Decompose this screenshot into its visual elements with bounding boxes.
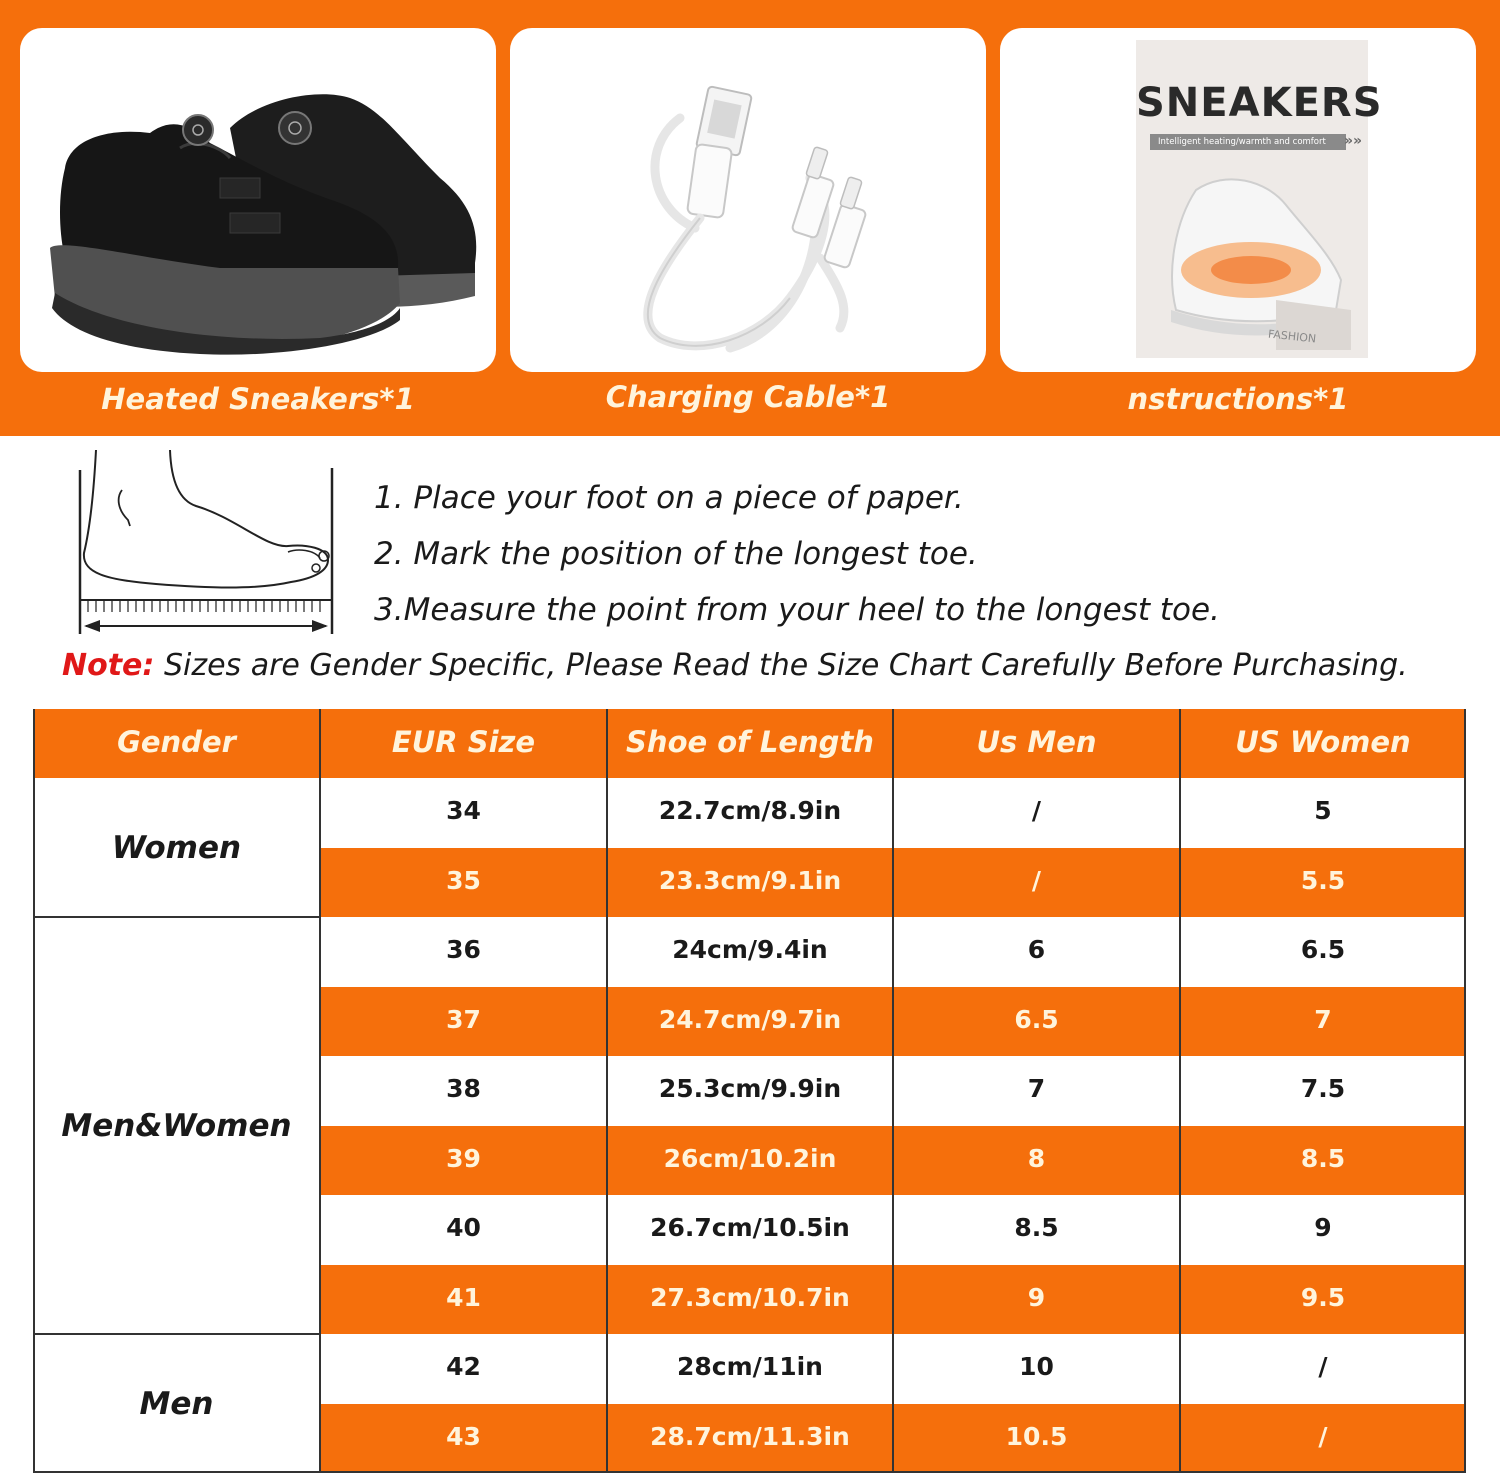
foot-measure-diagram [66, 448, 346, 638]
us-women-cell: / [1318, 1352, 1328, 1381]
group-divider [33, 916, 320, 918]
shoe-length-cell: 22.7cm/8.9in [658, 796, 842, 825]
eur-size-cell: 42 [446, 1352, 481, 1381]
measure-step: 1. Place your foot on a piece of paper. [374, 480, 964, 516]
table-bottom-border [33, 1471, 1466, 1473]
gender-group-cell: Women [111, 829, 242, 866]
shoe-length-cell: 24cm/9.4in [672, 935, 828, 964]
shoe-length-cell: 23.3cm/9.1in [658, 865, 842, 895]
sneaker-caption: Heated Sneakers*1 [101, 382, 415, 416]
us-women-cell: 6.5 [1300, 935, 1346, 964]
header-us-women: US Women [1180, 709, 1466, 778]
measure-steps [374, 476, 1220, 644]
column-divider [33, 709, 35, 1473]
us-men-cell: 10.5 [1005, 1421, 1068, 1451]
us-women-cell: 9 [1314, 1213, 1332, 1242]
eur-size-cell: 36 [446, 935, 481, 964]
note-label: Note: [62, 648, 155, 683]
column-divider [1464, 709, 1466, 1473]
instruction-booklet [1136, 40, 1383, 358]
note-text: Sizes are Gender Specific, Please Read the Size Chart Carefully Before Purchasing. [154, 648, 1408, 683]
shoe-length-cell: 28.7cm/11.3in [650, 1421, 850, 1451]
header-gender: Gender [33, 709, 320, 778]
us-women-cell: 5 [1314, 796, 1332, 825]
us-men-cell: / [1031, 796, 1042, 825]
size-note [62, 648, 1408, 683]
shoe-length-cell: 25.3cm/9.9in [658, 1074, 842, 1103]
header-us-men: Us Men [893, 709, 1180, 778]
eur-size-cell: 40 [446, 1213, 481, 1242]
heated-shoe-illustration [1156, 160, 1356, 350]
instructions-card [1000, 28, 1476, 372]
eur-size-cell: 38 [446, 1074, 481, 1103]
foot-outline-icon [66, 448, 346, 638]
us-women-cell: / [1318, 1421, 1328, 1451]
cable-card [510, 28, 986, 372]
us-men-cell: 6 [1027, 935, 1046, 964]
column-divider [606, 709, 608, 1473]
column-divider [892, 709, 894, 1473]
heated-sneaker-image [20, 28, 496, 372]
us-men-cell: 10 [1019, 1352, 1054, 1381]
us-men-cell: 6.5 [1014, 1004, 1059, 1034]
gender-group-cell: Men&Women [61, 1107, 292, 1144]
booklet-fashion-tag: FASHION [1267, 327, 1317, 346]
eur-size-cell: 39 [446, 1143, 481, 1173]
column-divider [319, 709, 321, 1473]
instructions-caption: nstructions*1 [1127, 382, 1349, 416]
gender-group-cell: Men [139, 1385, 214, 1422]
us-men-cell: / [1031, 865, 1042, 895]
shoe-length-cell: 28cm/11in [677, 1352, 823, 1381]
package-contents-band [0, 0, 1500, 436]
sneaker-card [20, 28, 496, 372]
eur-size-cell: 43 [446, 1421, 481, 1451]
us-men-cell: 7 [1027, 1074, 1046, 1103]
us-women-cell: 5.5 [1300, 865, 1346, 895]
booklet-subtitle: Intelligent heating/warmth and comfort [1150, 134, 1346, 150]
eur-size-cell: 37 [446, 1004, 481, 1034]
cable-caption: Charging Cable*1 [605, 380, 891, 414]
us-women-cell: 7 [1314, 1004, 1332, 1034]
measure-step: 2. Mark the position of the longest toe. [374, 536, 978, 572]
shoe-length-cell: 24.7cm/9.7in [658, 1004, 842, 1034]
eur-size-cell: 34 [446, 796, 481, 825]
us-men-cell: 9 [1027, 1282, 1046, 1312]
us-men-cell: 8.5 [1014, 1213, 1059, 1242]
shoe-length-cell: 27.3cm/10.7in [650, 1282, 850, 1312]
group-divider [33, 1333, 320, 1335]
eur-size-cell: 35 [446, 865, 481, 895]
column-divider [1179, 709, 1181, 1473]
size-chart-table [33, 709, 1466, 1474]
booklet-arrows: »» [1344, 133, 1363, 149]
us-women-cell: 7.5 [1300, 1074, 1346, 1103]
us-women-cell: 9.5 [1300, 1282, 1346, 1312]
booklet-title: SNEAKERS [1136, 80, 1383, 126]
eur-size-cell: 41 [446, 1282, 481, 1312]
charging-cable-image [510, 28, 986, 372]
shoe-length-cell: 26.7cm/10.5in [650, 1213, 850, 1242]
us-men-cell: 8 [1027, 1143, 1046, 1173]
header-eur-size: EUR Size [320, 709, 607, 778]
us-women-cell: 8.5 [1300, 1143, 1346, 1173]
measure-step: 3.Measure the point from your heel to the longest toe. [374, 592, 1220, 628]
shoe-length-cell: 26cm/10.2in [663, 1143, 837, 1173]
header-shoe-length: Shoe of Length [607, 709, 893, 778]
